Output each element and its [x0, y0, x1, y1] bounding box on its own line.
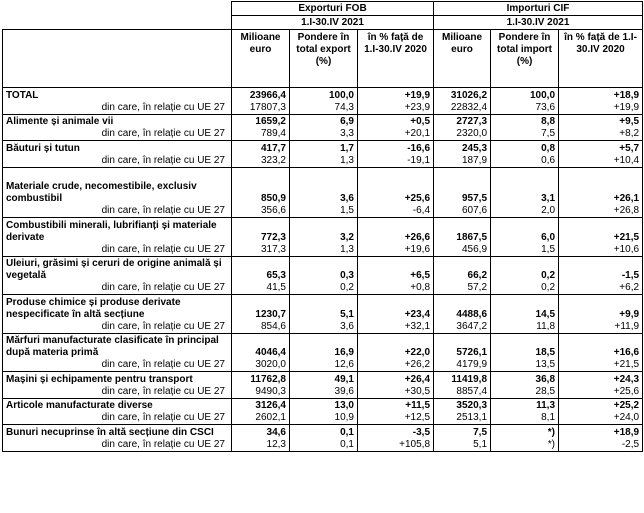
value-cell: 0,8: [491, 141, 559, 155]
value-cell: 100,0: [290, 88, 358, 102]
eu27-label: din care, în relație cu UE 27: [3, 439, 232, 452]
value-cell: +26,2: [358, 359, 434, 372]
value-cell: 66,2: [434, 256, 491, 282]
eu27-label: din care, în relație cu UE 27: [3, 155, 232, 168]
table-row: [3, 218, 643, 244]
category-label: Bunuri necuprinse în altă secțiune din CSCI: [3, 425, 232, 439]
value-cell: 8,1: [491, 412, 559, 425]
value-cell: 0,2: [290, 282, 358, 295]
value-cell: +6,5: [358, 256, 434, 282]
eu27-label: din care, în relație cu UE 27: [3, 128, 232, 141]
value-cell: 11,8: [491, 321, 559, 334]
value-cell: 3647,2: [434, 321, 491, 334]
table-row-eu27: [3, 155, 643, 168]
table-row-eu27: [3, 282, 643, 295]
value-cell: 8857,4: [434, 386, 491, 399]
value-cell: 12,3: [232, 439, 290, 452]
table-row-eu27: [3, 205, 643, 218]
value-cell: 11,3: [491, 398, 559, 412]
category-label: Produse chimice și produse derivate nespecificate în altă secțiune: [3, 295, 232, 321]
value-cell: +24,0: [559, 412, 643, 425]
table-body: [3, 88, 643, 452]
value-cell: 7,5: [491, 128, 559, 141]
value-cell: 14,5: [491, 295, 559, 321]
corner-cell: [3, 2, 232, 30]
value-cell: 1,3: [290, 155, 358, 168]
category-label: Articole manufacturate diverse: [3, 398, 232, 412]
value-cell: +25,2: [559, 398, 643, 412]
value-cell: 2513,1: [434, 412, 491, 425]
value-cell: 1,5: [290, 205, 358, 218]
value-cell: 5,1: [434, 439, 491, 452]
value-cell: 6,0: [491, 218, 559, 244]
col-header: Pondere în total import (%): [491, 30, 559, 88]
value-cell: 456,9: [434, 244, 491, 257]
eu27-label: din care, în relație cu UE 27: [3, 321, 232, 334]
table-row: [3, 425, 643, 439]
value-cell: 49,1: [290, 372, 358, 386]
value-cell: +21,5: [559, 359, 643, 372]
value-cell: 1,7: [290, 141, 358, 155]
value-cell: 0,3: [290, 256, 358, 282]
value-cell: 39,6: [290, 386, 358, 399]
label-header-blank: [3, 30, 232, 88]
value-cell: 22832,4: [434, 102, 491, 115]
value-cell: 1230,7: [232, 295, 290, 321]
category-label: Mărfuri manufacturate clasificate în principal după materia primă: [3, 333, 232, 359]
value-cell: 3,6: [290, 167, 358, 205]
value-cell: 13,0: [290, 398, 358, 412]
value-cell: 13,5: [491, 359, 559, 372]
category-label: Alimente și animale vii: [3, 114, 232, 128]
value-cell: +19,9: [559, 102, 643, 115]
value-cell: 28,5: [491, 386, 559, 399]
value-cell: +8,2: [559, 128, 643, 141]
table-row: [3, 372, 643, 386]
table-row-eu27: [3, 386, 643, 399]
value-cell: -1,5: [559, 256, 643, 282]
value-cell: +5,7: [559, 141, 643, 155]
value-cell: 31026,2: [434, 88, 491, 102]
value-cell: +24,3: [559, 372, 643, 386]
eu27-label: din care, în relație cu UE 27: [3, 205, 232, 218]
value-cell: +9,9: [559, 295, 643, 321]
value-cell: 12,6: [290, 359, 358, 372]
value-cell: 789,4: [232, 128, 290, 141]
value-cell: +26,6: [358, 218, 434, 244]
eu27-label: din care, în relație cu UE 27: [3, 412, 232, 425]
value-cell: +21,5: [559, 218, 643, 244]
value-cell: 5726,1: [434, 333, 491, 359]
value-cell: 41,5: [232, 282, 290, 295]
value-cell: 2,0: [491, 205, 559, 218]
value-cell: +23,9: [358, 102, 434, 115]
value-cell: +11,5: [358, 398, 434, 412]
value-cell: 36,8: [491, 372, 559, 386]
value-cell: 17807,3: [232, 102, 290, 115]
value-cell: +25,6: [358, 167, 434, 205]
value-cell: 1,5: [491, 244, 559, 257]
value-cell: 323,2: [232, 155, 290, 168]
value-cell: 417,7: [232, 141, 290, 155]
value-cell: +9,5: [559, 114, 643, 128]
category-label: Combustibili minerali, lubrifianți și materiale derivate: [3, 218, 232, 244]
value-cell: 3020,0: [232, 359, 290, 372]
col-header: Milioane euro: [434, 30, 491, 88]
value-cell: 16,9: [290, 333, 358, 359]
value-cell: 0,1: [290, 439, 358, 452]
col-header: Milioane euro: [232, 30, 290, 88]
value-cell: 3,6: [290, 321, 358, 334]
value-cell: 10,9: [290, 412, 358, 425]
value-cell: 65,3: [232, 256, 290, 282]
value-cell: -3,5: [358, 425, 434, 439]
value-cell: 73,6: [491, 102, 559, 115]
table-row: [3, 256, 643, 282]
table-row: [3, 88, 643, 102]
exports-title: Exporturi FOB: [232, 2, 434, 16]
value-cell: +20,1: [358, 128, 434, 141]
value-cell: +6,2: [559, 282, 643, 295]
value-cell: 7,5: [434, 425, 491, 439]
value-cell: +105,8: [358, 439, 434, 452]
table-row: [3, 167, 643, 205]
value-cell: +23,4: [358, 295, 434, 321]
imports-title: Importuri CIF: [434, 2, 643, 16]
value-cell: 9490,3: [232, 386, 290, 399]
category-label: TOTAL: [3, 88, 232, 102]
value-cell: 772,3: [232, 218, 290, 244]
value-cell: 0,2: [491, 282, 559, 295]
value-cell: 2602,1: [232, 412, 290, 425]
value-cell: 3126,4: [232, 398, 290, 412]
value-cell: 3,2: [290, 218, 358, 244]
table-row: [3, 295, 643, 321]
value-cell: 2727,3: [434, 114, 491, 128]
eu27-label: din care, în relație cu UE 27: [3, 282, 232, 295]
table-row-eu27: [3, 321, 643, 334]
value-cell: 2320,0: [434, 128, 491, 141]
eu27-label: din care, în relație cu UE 27: [3, 359, 232, 372]
value-cell: +30,5: [358, 386, 434, 399]
value-cell: +0,5: [358, 114, 434, 128]
value-cell: +12,5: [358, 412, 434, 425]
value-cell: +18,9: [559, 88, 643, 102]
value-cell: 100,0: [491, 88, 559, 102]
eu27-label: din care, în relație cu UE 27: [3, 386, 232, 399]
value-cell: 3520,3: [434, 398, 491, 412]
value-cell: +26,1: [559, 167, 643, 205]
table-row-eu27: [3, 439, 643, 452]
value-cell: *): [491, 439, 559, 452]
value-cell: 34,6: [232, 425, 290, 439]
table-row: [3, 141, 643, 155]
value-cell: 0,6: [491, 155, 559, 168]
category-label: Materiale crude, necomestibile, exclusiv combustibil: [3, 167, 232, 205]
value-cell: +0,8: [358, 282, 434, 295]
value-cell: +25,6: [559, 386, 643, 399]
table-row-eu27: [3, 128, 643, 141]
value-cell: 356,6: [232, 205, 290, 218]
table-row-eu27: [3, 244, 643, 257]
category-label: Băuturi și tutun: [3, 141, 232, 155]
exports-period: 1.I-30.IV 2021: [232, 16, 434, 30]
category-label: Mașini și echipamente pentru transport: [3, 372, 232, 386]
col-header: Pondere în total export (%): [290, 30, 358, 88]
value-cell: 0,1: [290, 425, 358, 439]
value-cell: -16,6: [358, 141, 434, 155]
value-cell: -2,5: [559, 439, 643, 452]
category-label: Uleiuri, grăsimi și ceruri de origine animală și vegetală: [3, 256, 232, 282]
value-cell: 4046,4: [232, 333, 290, 359]
value-cell: 57,2: [434, 282, 491, 295]
value-cell: +18,9: [559, 425, 643, 439]
value-cell: 957,5: [434, 167, 491, 205]
value-cell: 850,9: [232, 167, 290, 205]
value-cell: 11762,8: [232, 372, 290, 386]
value-cell: 317,3: [232, 244, 290, 257]
value-cell: 74,3: [290, 102, 358, 115]
value-cell: +26,8: [559, 205, 643, 218]
imports-period: 1.I-30.IV 2021: [434, 16, 643, 30]
table-row-eu27: [3, 359, 643, 372]
value-cell: 0,2: [491, 256, 559, 282]
value-cell: 3,1: [491, 167, 559, 205]
value-cell: 607,6: [434, 205, 491, 218]
value-cell: +10,4: [559, 155, 643, 168]
value-cell: 5,1: [290, 295, 358, 321]
value-cell: +22,0: [358, 333, 434, 359]
value-cell: 187,9: [434, 155, 491, 168]
table-row-eu27: [3, 412, 643, 425]
trade-table: [2, 1, 643, 452]
eu27-label: din care, în relație cu UE 27: [3, 102, 232, 115]
value-cell: 1659,2: [232, 114, 290, 128]
value-cell: 4488,6: [434, 295, 491, 321]
value-cell: +11,9: [559, 321, 643, 334]
value-cell: +19,9: [358, 88, 434, 102]
value-cell: 245,3: [434, 141, 491, 155]
value-cell: +32,1: [358, 321, 434, 334]
value-cell: -19,1: [358, 155, 434, 168]
eu27-label: din care, în relație cu UE 27: [3, 244, 232, 257]
table-row-eu27: [3, 102, 643, 115]
table-row: [3, 114, 643, 128]
value-cell: 23966,4: [232, 88, 290, 102]
value-cell: 1,3: [290, 244, 358, 257]
col-header: în % față de 1.I-30.IV 2020: [559, 30, 643, 88]
col-header: în % față de 1.I-30.IV 2020: [358, 30, 434, 88]
value-cell: +19,6: [358, 244, 434, 257]
table-row: [3, 398, 643, 412]
value-cell: -6,4: [358, 205, 434, 218]
value-cell: *): [491, 425, 559, 439]
value-cell: 854,6: [232, 321, 290, 334]
value-cell: 11419,8: [434, 372, 491, 386]
value-cell: 18,5: [491, 333, 559, 359]
value-cell: 4179,9: [434, 359, 491, 372]
value-cell: +10,6: [559, 244, 643, 257]
table-row: [3, 333, 643, 359]
value-cell: 8,8: [491, 114, 559, 128]
value-cell: +16,6: [559, 333, 643, 359]
value-cell: 1867,5: [434, 218, 491, 244]
value-cell: +26,4: [358, 372, 434, 386]
value-cell: 3,3: [290, 128, 358, 141]
value-cell: 6,9: [290, 114, 358, 128]
